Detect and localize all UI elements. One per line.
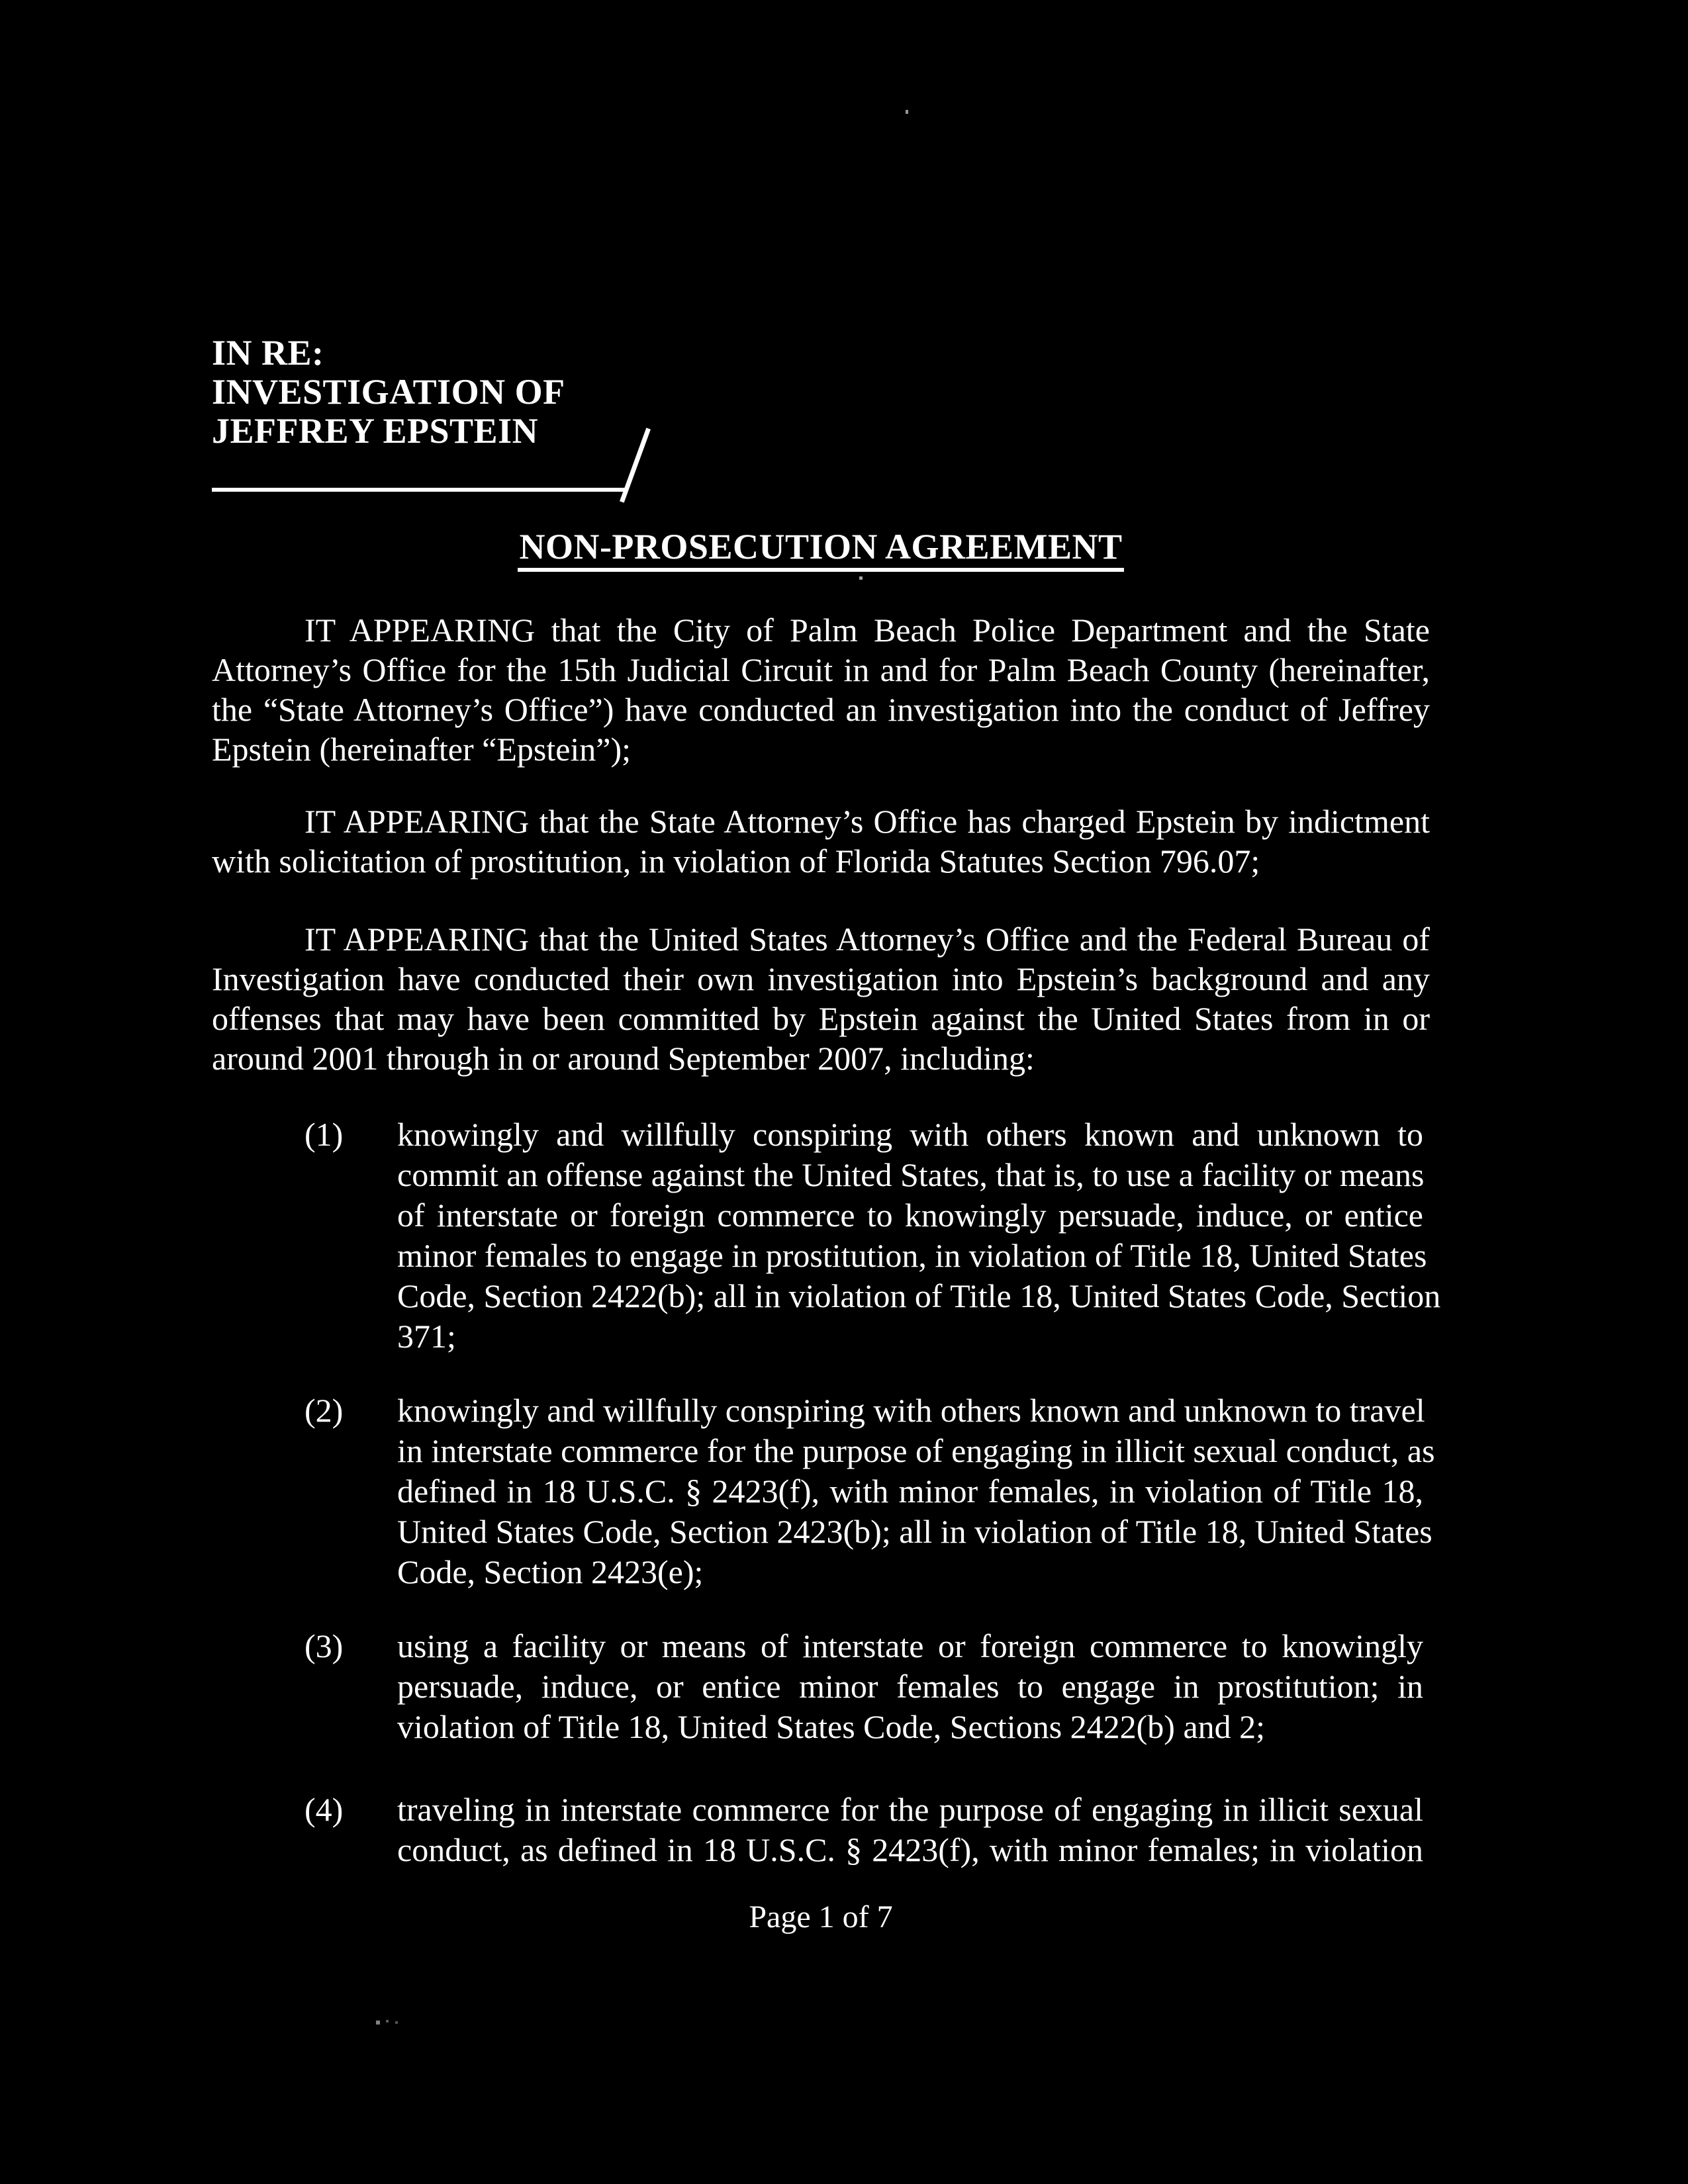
text-line: United States Code, Section 2423(b); all in violation of Title 18, United States	[397, 1513, 1432, 1550]
text-line: around 2001 through in or around September 2007, including:	[212, 1040, 1035, 1077]
text-line: IT APPEARING that the United States Attorney’s Office and the Federal Bureau of	[305, 921, 1430, 958]
item-body	[397, 1390, 1435, 1592]
text-line: the “State Attorney’s Office”) have conducted an investigation into the conduct of Jeffrey	[212, 691, 1430, 728]
text-line: defined in 18 U.S.C. § 2423(f), with minor females, in violation of Title 18,	[397, 1473, 1423, 1510]
item-number: (1)	[305, 1116, 344, 1153]
charge-item-2	[212, 1390, 1435, 1592]
charge-item-1	[212, 1115, 1441, 1357]
scan-noise-dot	[859, 576, 863, 580]
item-body	[397, 1626, 1423, 1747]
charge-item-4	[212, 1790, 1430, 1870]
text-line: of interstate or foreign commerce to knowingly persuade, induce, or entice	[397, 1197, 1423, 1234]
text-line: knowingly and willfully conspiring with others known and unknown to	[397, 1116, 1423, 1153]
case-caption	[212, 334, 1430, 451]
text-line: in interstate commerce for the purpose of engaging in illicit sexual conduct, as	[397, 1432, 1435, 1469]
paragraph-appearing-2	[212, 801, 1430, 881]
item-body	[397, 1115, 1441, 1357]
charge-item-3	[212, 1626, 1430, 1747]
text-line: Epstein (hereinafter “Epstein”);	[212, 731, 632, 768]
text-line: Attorney’s Office for the 15th Judicial Circuit in and for Palm Beach County (hereinafter,	[212, 651, 1430, 688]
caption-line: INVESTIGATION OF	[212, 372, 565, 412]
text-line: 371;	[397, 1318, 456, 1355]
scan-noise-dots	[376, 2021, 380, 2025]
item-body	[397, 1790, 1423, 1870]
text-line: traveling in interstate commerce for the purpose of engaging in illicit sexual	[397, 1791, 1423, 1828]
paragraph-appearing-3	[212, 919, 1430, 1078]
text-line: with solicitation of prostitution, in violation of Florida Statutes Section 796.07;	[212, 842, 1260, 880]
text-line: persuade, induce, or entice minor females to engage in prostitution; in	[397, 1668, 1423, 1705]
caption-underline	[212, 488, 627, 492]
text-line: Code, Section 2422(b); all in violation of Title 18, United States Code, Section	[397, 1277, 1441, 1314]
text-line: Code, Section 2423(e);	[397, 1553, 704, 1590]
text-line: IT APPEARING that the City of Palm Beach Police Department and the State	[305, 612, 1430, 649]
caption-line: IN RE:	[212, 333, 324, 373]
text-line: offenses that may have been committed by Epstein against the United States from in or	[212, 1000, 1430, 1037]
text-line: violation of Title 18, United States Code, Sections 2422(b) and 2;	[397, 1708, 1266, 1745]
text-line: IT APPEARING that the State Attorney’s Office has charged Epstein by indictment	[305, 803, 1430, 840]
scan-noise-dot	[906, 110, 908, 114]
text-line: knowingly and willfully conspiring with others known and unknown to travel	[397, 1392, 1425, 1429]
text-line: minor females to engage in prostitution, in violation of Title 18, United States	[397, 1237, 1427, 1274]
caption-line: JEFFREY EPSTEIN	[212, 411, 539, 451]
text-line: commit an offense against the United States, that is, to use a facility or means	[397, 1156, 1425, 1193]
title-row	[212, 526, 1430, 567]
paragraph-appearing-1	[212, 610, 1430, 769]
item-number: (2)	[305, 1392, 344, 1429]
text-line: Investigation have conducted their own investigation into Epstein’s background and any	[212, 960, 1430, 997]
text-line: conduct, as defined in 18 U.S.C. § 2423(f), with minor females; in violation	[397, 1831, 1423, 1868]
text-line: using a facility or means of interstate or foreign commerce to knowingly	[397, 1627, 1423, 1664]
page-number: Page 1 of 7	[749, 1899, 893, 1934]
document-title: NON-PROSECUTION AGREEMENT	[518, 527, 1123, 572]
item-number: (4)	[305, 1791, 344, 1828]
item-number: (3)	[305, 1627, 344, 1664]
